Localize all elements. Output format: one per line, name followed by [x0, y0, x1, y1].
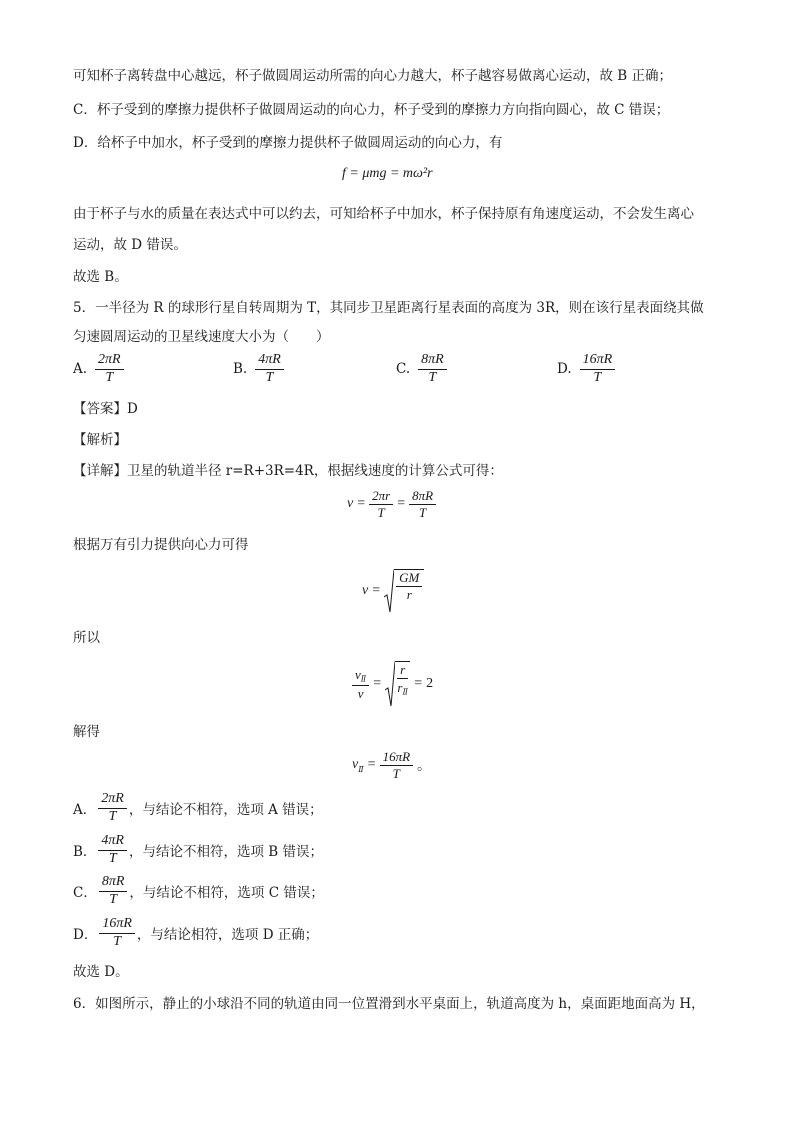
equals-sign: =: [357, 496, 366, 512]
subscript: Ⅱ: [402, 687, 408, 697]
q5-analysis-heading: 【解析】: [73, 432, 127, 448]
fraction-denominator: r: [406, 586, 412, 602]
q5-option-c: [396, 353, 447, 385]
review-text: ，与结论不相符，选项 A 错误；: [128, 802, 323, 819]
fraction-numerator: 16πR: [580, 353, 616, 370]
fraction-numerator: 4πR: [255, 353, 284, 370]
fraction-numerator: 2πR: [98, 792, 127, 809]
fraction-denominator: T: [105, 369, 114, 385]
radical-sign-icon: [385, 661, 395, 707]
option-fraction: [95, 353, 124, 385]
q5-equation-3: [352, 661, 433, 707]
fraction-numerator: 2πR: [95, 353, 124, 370]
option-fraction: [418, 353, 447, 385]
fraction-numerator: 8πR: [409, 489, 436, 505]
q5-text-gravity: 根据万有引力提供向心力可得: [73, 537, 249, 553]
velocity-symbol: v: [355, 667, 361, 683]
fraction-denominator: T: [418, 504, 427, 520]
fraction-denominator: [397, 679, 408, 697]
equation-fraction: [396, 571, 422, 601]
q4-line-2: C．杯子受到的摩擦力提供杯子做圆周运动的向心力，杯子受到的摩擦力方向指向圆心，故 C 错误；: [73, 102, 670, 118]
review-text: ，与结论不相符，选项 C 错误；: [129, 885, 324, 902]
review-fraction: [99, 917, 135, 949]
q5-equation-2: [362, 569, 424, 613]
q4-line-1: 可知杯子离转盘中心越远，杯子做圆周运动所需的向心力越大，杯子越容易做离心运动，故 B 正确；: [73, 68, 673, 84]
fraction-denominator: T: [108, 808, 117, 824]
review-label: D．: [73, 927, 98, 944]
q5-option-b: [233, 353, 284, 385]
review-text: ，与结论相符，选项 D 正确；: [136, 927, 319, 944]
equals-sign: =: [397, 496, 406, 512]
q5-equation-1: [347, 489, 436, 519]
fraction-numerator: [352, 667, 369, 686]
review-label: C．: [73, 885, 97, 902]
equation-fraction: [352, 667, 369, 701]
q5-review-c: [73, 875, 324, 907]
option-label: D.: [557, 361, 572, 378]
fraction-denominator: T: [593, 369, 602, 385]
review-label: B．: [73, 844, 97, 861]
q5-option-a: [73, 353, 124, 385]
fraction-numerator: r: [397, 663, 408, 679]
subscript: Ⅱ: [358, 764, 364, 774]
option-label: B.: [233, 361, 248, 378]
option-label: C.: [396, 361, 411, 378]
equation-rhs: 2: [426, 676, 434, 691]
fraction-numerator: 16πR: [380, 750, 413, 766]
fraction-denominator: v: [357, 686, 364, 702]
equation-fraction: [409, 489, 436, 519]
review-fraction: [98, 834, 127, 866]
equals-sign: =: [372, 583, 381, 598]
q4-equation: f = μmg = mω²r: [342, 166, 433, 181]
equation-fraction: [369, 489, 393, 519]
fraction-denominator: T: [113, 933, 122, 949]
review-text: ，与结论不相符，选项 B 错误；: [129, 844, 324, 861]
square-root: [384, 569, 424, 613]
equals-sign: =: [367, 757, 376, 773]
velocity-symbol: v: [352, 756, 359, 772]
review-fraction: [99, 875, 128, 907]
q4-line-5: 运动，故 D 错误。: [73, 237, 187, 253]
equation-fraction: [397, 663, 408, 697]
q5-review-d: [73, 917, 318, 949]
q5-option-d: [557, 353, 615, 385]
q5-answer: 【答案】D: [73, 401, 138, 417]
equation-lhs: v: [347, 496, 354, 512]
fraction-denominator: T: [392, 765, 400, 781]
q4-conclusion: 故选 B。: [73, 269, 128, 285]
option-label: A.: [73, 361, 88, 378]
q5-stem-line-1: 5．一半径为 R 的球形行星自转周期为 T，其同步卫星距离行星表面的高度为 3R，则在该行星表面绕其做: [73, 300, 704, 316]
q5-text-therefore: 所以: [73, 630, 100, 646]
review-label: A．: [73, 802, 97, 819]
fraction-numerator: 8πR: [99, 875, 128, 892]
equation-fraction: [380, 750, 413, 780]
fraction-numerator: 2πr: [369, 489, 393, 505]
equation-lhs: v: [362, 583, 369, 598]
fraction-numerator: 8πR: [418, 353, 447, 370]
q5-detail: 【详解】卫星的轨道半径 r=R+3R=4R，根据线速度的计算公式可得：: [73, 463, 503, 479]
fraction-denominator: T: [108, 850, 117, 866]
fraction-denominator: T: [265, 369, 274, 385]
q6-stem-line-1: 6．如图所示，静止的小球沿不同的轨道由同一位置滑到水平桌面上，轨道高度为 h，桌面距地面高为 H，: [73, 996, 705, 1012]
option-fraction: [255, 353, 284, 385]
q5-review-b: [73, 834, 323, 866]
fraction-denominator: T: [428, 369, 437, 385]
q4-line-4: 由于杯子与水的质量在表达式中可以约去，可知给杯子中加水，杯子保持原有角速度运动，不会发生离心: [73, 206, 694, 222]
option-fraction: [580, 353, 616, 385]
fraction-denominator: T: [109, 891, 118, 907]
radicand: [395, 661, 410, 707]
radical-sign-icon: [384, 569, 394, 613]
q5-review-a: [73, 792, 323, 824]
q5-equation-4: [352, 750, 431, 780]
equals-sign: =: [414, 676, 423, 691]
subscript: Ⅱ: [360, 674, 367, 684]
fraction-numerator: 16πR: [99, 917, 135, 934]
radius-symbol: r: [397, 679, 403, 695]
fraction-numerator: 4πR: [98, 834, 127, 851]
square-root: [385, 661, 410, 707]
q4-line-3: D．给杯子中加水，杯子受到的摩擦力提供杯子做圆周运动的向心力，有: [73, 135, 503, 151]
equation-lhs: [352, 757, 364, 774]
q5-text-solve: 解得: [73, 724, 100, 740]
radicand: [394, 569, 424, 613]
review-fraction: [98, 792, 127, 824]
q5-conclusion: 故选 D。: [73, 964, 129, 980]
q5-stem-line-2: 匀速圆周运动的卫星线速度大小为（ ）: [73, 329, 330, 345]
sentence-end: 。: [417, 759, 432, 775]
fraction-numerator: GM: [396, 571, 422, 587]
equals-sign: =: [373, 676, 382, 691]
fraction-denominator: T: [377, 504, 385, 520]
